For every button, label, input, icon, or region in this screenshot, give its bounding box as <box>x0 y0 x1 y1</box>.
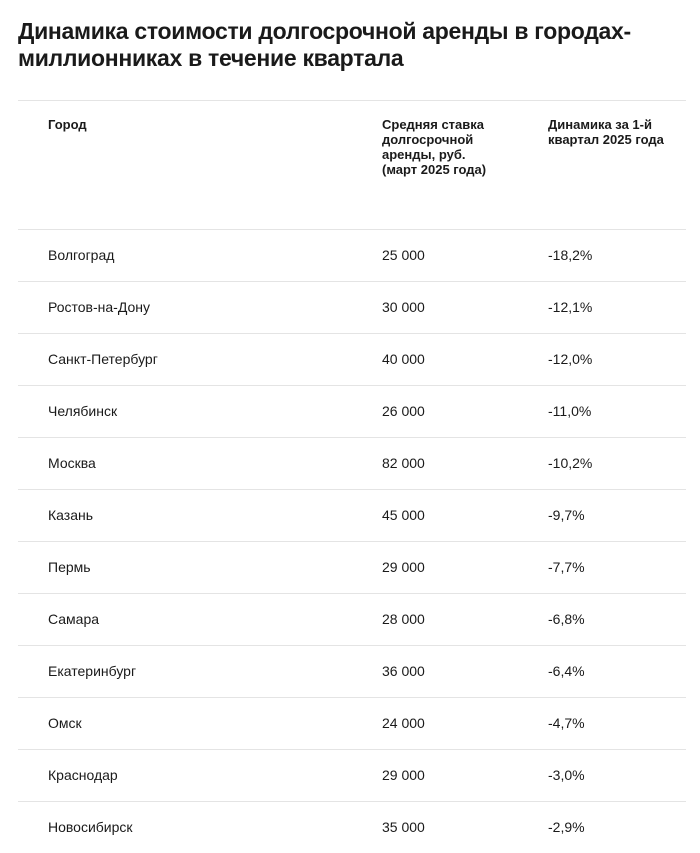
city-cell: Казань <box>48 507 94 523</box>
city-cell: Ростов-на-Дону <box>48 299 150 315</box>
dynamics-cell: -12,1% <box>548 299 593 315</box>
dynamics-cell: -3,0% <box>548 767 585 783</box>
table-row <box>18 750 686 802</box>
table-row <box>18 698 686 750</box>
city-cell: Москва <box>48 455 96 471</box>
rate-cell: 26 000 <box>382 403 425 419</box>
city-cell: Омск <box>48 715 82 731</box>
dynamics-cell: -4,7% <box>548 715 585 731</box>
table-row <box>18 230 686 282</box>
dynamics-cell: -7,7% <box>548 559 585 575</box>
dynamics-cell: -10,2% <box>548 455 593 471</box>
table-row <box>18 490 686 542</box>
column-header-city: Город <box>48 117 87 132</box>
dynamics-cell: -18,2% <box>548 247 593 263</box>
rate-cell: 36 000 <box>382 663 425 679</box>
table-row <box>18 542 686 594</box>
city-cell: Краснодар <box>48 767 118 783</box>
column-header-rate: Средняя ставка долгосрочной аренды, руб. (март 2025 года) <box>382 117 487 177</box>
city-cell: Самара <box>48 611 100 627</box>
table-row <box>18 386 686 438</box>
city-cell: Пермь <box>48 559 91 575</box>
dynamics-cell: -2,9% <box>548 819 585 835</box>
dynamics-cell: -12,0% <box>548 351 593 367</box>
rate-cell: 25 000 <box>382 247 425 263</box>
city-cell: Челябинск <box>48 403 118 419</box>
dynamics-cell: -6,4% <box>548 663 585 679</box>
dynamics-cell: -6,8% <box>548 611 585 627</box>
rate-cell: 82 000 <box>382 455 425 471</box>
rate-cell: 29 000 <box>382 559 425 575</box>
city-cell: Волгоград <box>48 247 115 263</box>
dynamics-cell: -11,0% <box>548 403 592 419</box>
table-row <box>18 646 686 698</box>
table-row <box>18 282 686 334</box>
rate-cell: 30 000 <box>382 299 425 315</box>
rate-cell: 24 000 <box>382 715 425 731</box>
rate-cell: 45 000 <box>382 507 425 523</box>
rate-cell: 35 000 <box>382 819 425 835</box>
rate-cell: 28 000 <box>382 611 425 627</box>
table-row <box>18 802 686 853</box>
rate-cell: 40 000 <box>382 351 425 367</box>
rate-cell: 29 000 <box>382 767 425 783</box>
table-row <box>18 438 686 490</box>
table-row <box>18 334 686 386</box>
city-cell: Екатеринбург <box>48 663 137 679</box>
table-row <box>18 594 686 646</box>
table-header-row <box>18 101 686 230</box>
page-title: Динамика стоимости долгосрочной аренды в городах-миллионниках в течение квартала <box>18 18 631 71</box>
city-cell: Новосибирск <box>48 819 133 835</box>
column-header-dynamics: Динамика за 1-й квартал 2025 года <box>548 117 664 147</box>
dynamics-cell: -9,7% <box>548 507 585 523</box>
rent-table <box>18 100 686 853</box>
city-cell: Санкт-Петербург <box>48 351 158 367</box>
